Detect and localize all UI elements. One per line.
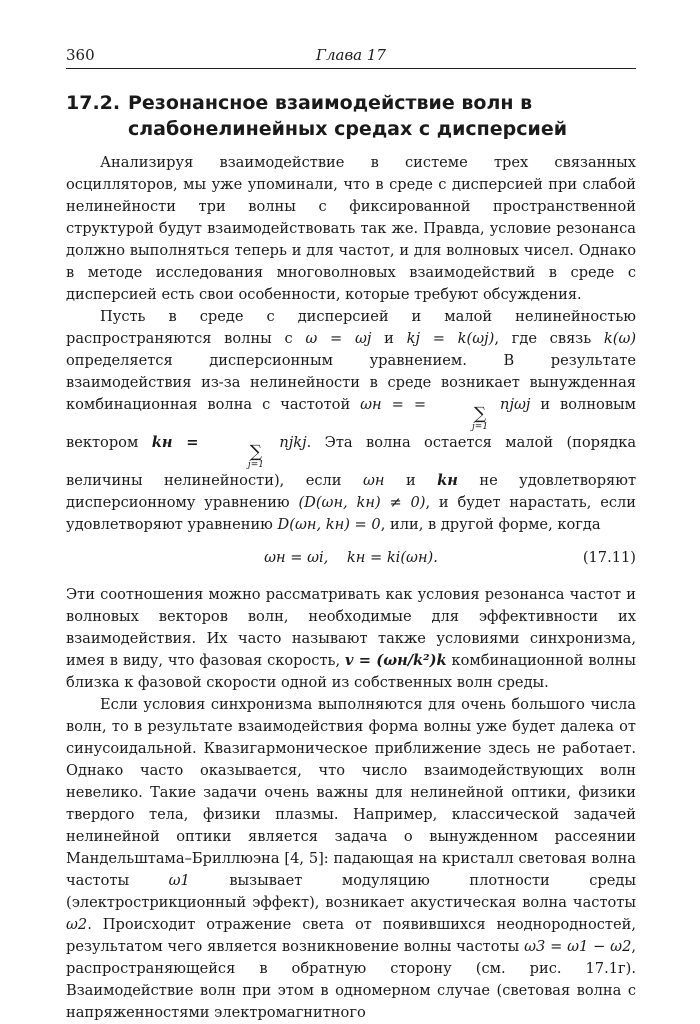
- body-text: [66, 152, 636, 1024]
- math-inline: kj = k(ωj): [406, 330, 495, 347]
- sum-symbol: ∑ j=1: [214, 444, 264, 470]
- paragraph-4: [66, 694, 636, 1024]
- equation-17-11: [66, 546, 636, 570]
- math-inline: kн: [437, 472, 458, 489]
- math-inline: ωн =: [360, 396, 404, 413]
- math-inline: ωн: [362, 472, 385, 489]
- text-run: Пусть в среде с дисперсией и малой нелинейностью распространяются волны с: [66, 308, 636, 347]
- text-run: определяется дисперсионным уравнением. В результате взаимодействия из-за нелинейности в среде возникает вынужденная комбинационная волна с частотой: [66, 352, 636, 413]
- running-head: [66, 46, 636, 69]
- page-number: 360: [66, 46, 95, 64]
- sum-lower-limit: j=1: [472, 422, 489, 432]
- text-run: , или, в другой форме, когда: [380, 516, 601, 533]
- paragraph-3: [66, 584, 636, 694]
- math-inline: ω1: [168, 872, 190, 889]
- math-inline: ω = ωj: [305, 330, 372, 347]
- text-run: не удовлетворяют дисперсионному уравнению: [66, 472, 637, 511]
- text-run: . Эта волна остается малой (порядка величины нелинейности), если: [66, 434, 637, 489]
- math-inline: njkj: [279, 434, 307, 451]
- math-inline: =: [413, 396, 437, 413]
- text-run: , распространяющейся в обратную сторону (см. рис. 17.1г). Взаимодействие волн при этом в одномерном случае (световая волна с напряженностями электромагнитного: [66, 938, 637, 1021]
- text-run: , и будет нарастать, если удовлетворяют уравнению: [66, 494, 637, 533]
- text-run: комбинационной волны близка к фазовой скорости одной из собственных волн среды.: [66, 652, 636, 691]
- math-inline: D(ωн, kн) = 0: [277, 516, 381, 533]
- section-title-line1: Резонансное взаимодействие волн в: [128, 92, 533, 114]
- section-number: 17.2.: [66, 92, 121, 114]
- equation-number: (17.11): [582, 549, 636, 566]
- math-inline: njωj: [500, 396, 531, 413]
- math-inline: kн =: [151, 434, 199, 451]
- math-inline: k(ω): [603, 330, 637, 347]
- text-run: . Происходит отражение света от появившихся неоднородностей, результатом чего является возникновение волны частоты: [66, 916, 636, 955]
- section-heading: [66, 90, 636, 142]
- text-run: и: [384, 330, 394, 347]
- sum-lower-limit: j=1: [247, 460, 264, 470]
- text-run: , где связь: [494, 330, 592, 347]
- text-run: и: [405, 472, 416, 489]
- math-inline: (D(ωн, kн) ≠ 0): [298, 494, 426, 511]
- text-run: вызывает модуляцию плотности среды (электрострикционный эффект), возникает акустическая волна частоты: [66, 872, 637, 911]
- paragraph-2: [66, 306, 636, 536]
- math-inline: ω3 = ω1 − ω2: [524, 938, 632, 955]
- chapter-title: Глава 17: [316, 46, 386, 64]
- text-run: и волновым вектором: [66, 396, 637, 451]
- text-run: Если условия синхронизма выполняются для очень большого числа волн, то в результате взаимодействия форма волны уже будет далека от синусоидальной. Квазигармоническое приближение здесь не работает. Однако часто оказывается, что число взаимодействующих волн невелико. Такие задачи очень важны для нелинейной оптики, физики твердого тела, физики плазмы. Например, классической задачей нелинейной оптики является задача о вынужденном рассеянии Мандельштама–Бриллюэна [4, 5]: падающая на кристалл световая волна частоты: [66, 696, 636, 889]
- math-inline: v = (ωн/k²)k: [344, 652, 447, 669]
- math-inline: ω2: [66, 916, 88, 933]
- text-run: Эти соотношения можно рассматривать как условия резонанса частот и волновых векторов волн, необходимые для эффективности их взаимодействия. Их часто называют также условиями синхронизма, имея в виду, что фазовая скорость,: [66, 586, 636, 669]
- section-title-line2: слабонелинейных средах с дисперсией: [128, 118, 568, 140]
- sum-symbol: ∑ j=1: [438, 406, 488, 432]
- equation-body: ωн = ωi, kн = ki(ωн).: [264, 549, 438, 566]
- paragraph-1: Анализируя взаимодействие в системе трех связанных осцилляторов, мы уже упоминали, что в среде с дисперсией при слабой нелинейности три волны с фиксированной пространственной структурой будут взаимодействовать так же. Правда, условие резонанса должно выполняться теперь и для частот, и для волновых чисел. Однако в методе исследования многоволновых взаимодействий в среде с дисперсией есть свои особенности, которые требуют обсуждения.: [66, 154, 636, 303]
